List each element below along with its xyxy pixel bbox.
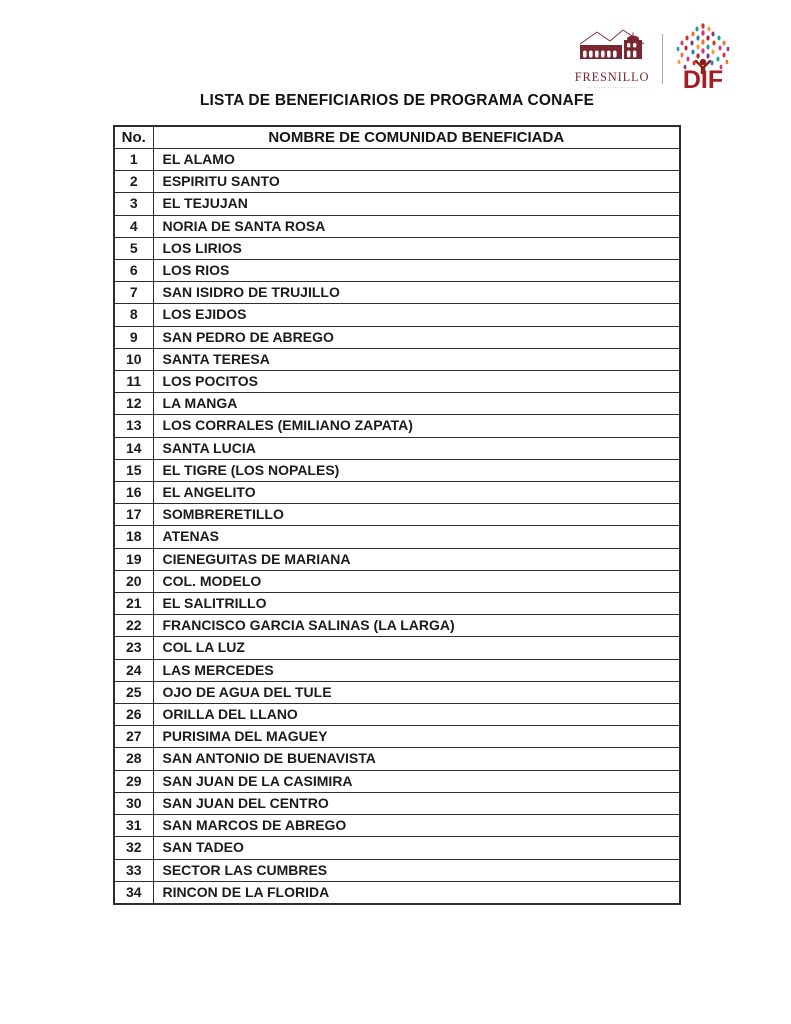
row-number: 6 (114, 260, 153, 282)
table-row (114, 637, 680, 659)
row-number: 14 (114, 437, 153, 459)
row-number: 15 (114, 459, 153, 481)
table-row (114, 859, 680, 881)
community-name: FRANCISCO GARCIA SALINAS (LA LARGA) (153, 615, 680, 637)
row-number: 19 (114, 548, 153, 570)
table-row (114, 193, 680, 215)
table-row (114, 726, 680, 748)
community-name: SANTA LUCIA (153, 437, 680, 459)
row-number: 29 (114, 770, 153, 792)
row-number: 7 (114, 282, 153, 304)
logo-divider (662, 34, 663, 84)
community-name: OJO DE AGUA DEL TULE (153, 681, 680, 703)
fresnillo-tagline: ··· ······· ······ ·· ······· (586, 85, 638, 90)
row-number: 28 (114, 748, 153, 770)
community-name: SAN JUAN DE LA CASIMIRA (153, 770, 680, 792)
table-row (114, 393, 680, 415)
community-name: PURISIMA DEL MAGUEY (153, 726, 680, 748)
row-number: 9 (114, 326, 153, 348)
row-number: 4 (114, 215, 153, 237)
community-name: EL TIGRE (LOS NOPALES) (153, 459, 680, 481)
table-row (114, 681, 680, 703)
row-number: 31 (114, 815, 153, 837)
row-number: 21 (114, 593, 153, 615)
community-name: RINCON DE LA FLORIDA (153, 881, 680, 904)
row-number: 18 (114, 526, 153, 548)
table-row (114, 837, 680, 859)
col-header-no: No. (114, 126, 153, 149)
table-row (114, 326, 680, 348)
table-row (114, 215, 680, 237)
table-row (114, 171, 680, 193)
community-name: ATENAS (153, 526, 680, 548)
table-row (114, 371, 680, 393)
community-name: SECTOR LAS CUMBRES (153, 859, 680, 881)
row-number: 25 (114, 681, 153, 703)
page-title: LISTA DE BENEFICIARIOS DE PROGRAMA CONAFE (199, 92, 595, 109)
fresnillo-wordmark: FRESNILLO (574, 70, 650, 84)
table-row (114, 593, 680, 615)
row-number: 34 (114, 881, 153, 904)
table-row (114, 770, 680, 792)
community-name: CIENEGUITAS DE MARIANA (153, 548, 680, 570)
community-name: LAS MERCEDES (153, 659, 680, 681)
community-name: SAN JUAN DEL CENTRO (153, 792, 680, 814)
row-number: 5 (114, 237, 153, 259)
table-row (114, 815, 680, 837)
row-number: 10 (114, 348, 153, 370)
community-name: SAN ANTONIO DE BUENAVISTA (153, 748, 680, 770)
row-number: 8 (114, 304, 153, 326)
row-number: 23 (114, 637, 153, 659)
table-row (114, 237, 680, 259)
row-number: 33 (114, 859, 153, 881)
table-row (114, 548, 680, 570)
table-body (114, 149, 680, 904)
row-number: 11 (114, 371, 153, 393)
table-row (114, 792, 680, 814)
beneficiaries-table (113, 125, 681, 905)
community-name: NORIA DE SANTA ROSA (153, 215, 680, 237)
table-row (114, 659, 680, 681)
row-number: 3 (114, 193, 153, 215)
table-row (114, 504, 680, 526)
table-row (114, 748, 680, 770)
table-row (114, 881, 680, 904)
logo-bar (572, 22, 733, 95)
svg-text:DIF: DIF (682, 66, 724, 90)
community-name: LOS LIRIOS (153, 237, 680, 259)
table-row (114, 459, 680, 481)
community-name: EL TEJUJAN (153, 193, 680, 215)
community-name: SAN ISIDRO DE TRUJILLO (153, 282, 680, 304)
dif-logo (673, 22, 733, 95)
table-row (114, 260, 680, 282)
table-row (114, 526, 680, 548)
table-row (114, 615, 680, 637)
col-header-community-name: NOMBRE DE COMUNIDAD BENEFICIADA (153, 126, 680, 149)
community-name: COL LA LUZ (153, 637, 680, 659)
table-row (114, 437, 680, 459)
community-name: LA MANGA (153, 393, 680, 415)
row-number: 24 (114, 659, 153, 681)
community-name: LOS EJIDOS (153, 304, 680, 326)
community-name: LOS RIOS (153, 260, 680, 282)
community-name: EL ANGELITO (153, 482, 680, 504)
table-row (114, 304, 680, 326)
community-name: EL ALAMO (153, 149, 680, 171)
row-number: 27 (114, 726, 153, 748)
table-row (114, 482, 680, 504)
dif-confetti-icon (673, 22, 733, 95)
fresnillo-logo (572, 27, 652, 90)
row-number: 12 (114, 393, 153, 415)
community-name: SAN TADEO (153, 837, 680, 859)
row-number: 1 (114, 149, 153, 171)
community-name: SANTA TERESA (153, 348, 680, 370)
row-number: 17 (114, 504, 153, 526)
community-name: SOMBRERETILLO (153, 504, 680, 526)
table-row (114, 348, 680, 370)
community-name: LOS CORRALES (EMILIANO ZAPATA) (153, 415, 680, 437)
row-number: 16 (114, 482, 153, 504)
table-row (114, 282, 680, 304)
row-number: 26 (114, 704, 153, 726)
fresnillo-building-icon (578, 27, 646, 70)
row-number: 20 (114, 570, 153, 592)
community-name: SAN PEDRO DE ABREGO (153, 326, 680, 348)
community-name: EL SALITRILLO (153, 593, 680, 615)
table-row (114, 704, 680, 726)
row-number: 22 (114, 615, 153, 637)
community-name: ESPIRITU SANTO (153, 171, 680, 193)
community-name: LOS POCITOS (153, 371, 680, 393)
row-number: 30 (114, 792, 153, 814)
row-number: 13 (114, 415, 153, 437)
table-row (114, 570, 680, 592)
community-name: COL. MODELO (153, 570, 680, 592)
community-name: ORILLA DEL LLANO (153, 704, 680, 726)
table-row (114, 149, 680, 171)
row-number: 2 (114, 171, 153, 193)
table-row (114, 415, 680, 437)
table-header (114, 126, 680, 149)
row-number: 32 (114, 837, 153, 859)
community-name: SAN MARCOS DE ABREGO (153, 815, 680, 837)
